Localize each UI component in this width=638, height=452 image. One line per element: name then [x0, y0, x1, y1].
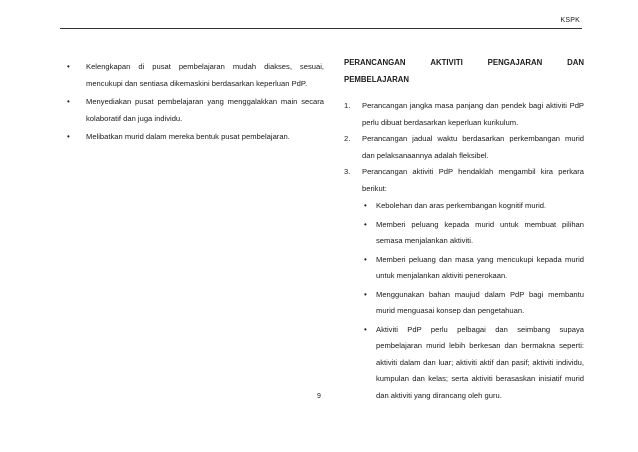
section-title-line1: [344, 54, 584, 71]
list-item-text: Kebolehan dan aras perkembangan kognitif murid.: [376, 201, 547, 210]
list-item: [344, 131, 584, 164]
header-divider: [60, 28, 582, 29]
page-number: 9: [317, 393, 321, 400]
list-item: [362, 217, 584, 250]
list-item-text: Kelengkapan di pusat pembelajaran mudah diakses, sesuai, mencukupi dan sentiasa dikemaskini berdasarkan keperluan PdP.: [86, 62, 324, 88]
list-item: [66, 129, 324, 146]
list-item: [344, 98, 584, 131]
list-item-text: Memberi peluang kepada murid untuk membuat pilihan semasa menjalankan aktiviti.: [376, 219, 584, 245]
item-number: 2.: [344, 134, 351, 143]
list-item-text: Melibatkan murid dalam mereka bentuk pusat pembelajaran.: [86, 132, 290, 141]
list-item-text: Menyediakan pusat pembelajaran yang menggalakkan main secara kolaboratif dan juga individu.: [86, 97, 324, 123]
numbered-list: [344, 98, 584, 404]
bullet-dot-icon: •: [67, 62, 70, 71]
list-item: [362, 252, 584, 285]
title-word: PENGAJARAN: [487, 58, 543, 67]
list-item-text: Perancangan jangka masa panjang dan pendek bagi aktiviti PdP perlu dibuat berdasarkan keperluan kurikulum.: [362, 101, 584, 127]
list-item-text: Perancangan jadual waktu berdasarkan perkembangan murid dan pelaksanaannya adalah fleksibel.: [362, 134, 584, 160]
bullet-dot-icon: •: [364, 254, 367, 264]
right-column: [344, 54, 584, 406]
header-label: KSPK: [560, 17, 580, 24]
list-item: [362, 198, 584, 215]
item-number: 3.: [344, 167, 351, 176]
list-item: [362, 287, 584, 320]
left-bullet-list: [66, 59, 324, 146]
sub-bullet-list: [362, 198, 584, 404]
list-item: [66, 94, 324, 127]
list-item-text: Aktiviti PdP perlu pelbagai dan seimbang supaya pembelajaran murid lebih berkesan dan bermakna seperti: aktiviti dalam dan luar; aktiviti aktif dan pasif; aktiviti individu, kumpulan dan kelas; serta aktiviti berasaskan inisiatif murid dan aktiviti yang dirancang oleh guru.: [376, 324, 584, 400]
title-word: DAN: [567, 58, 584, 67]
bullet-dot-icon: •: [67, 132, 70, 141]
bullet-dot-icon: •: [364, 324, 367, 334]
bullet-dot-icon: •: [364, 201, 367, 210]
item-number: 1.: [344, 101, 351, 110]
list-item-text: Perancangan aktiviti PdP hendaklah mengambil kira perkara berikut:: [362, 167, 584, 193]
list-item-text: Menggunakan bahan maujud dalam PdP bagi membantu murid menguasai konsep dan pengetahuan.: [376, 289, 584, 315]
list-item-text: Memberi peluang dan masa yang mencukupi kepada murid untuk menjalankan aktiviti penerokaan.: [376, 254, 584, 280]
bullet-dot-icon: •: [364, 219, 367, 229]
left-column: [66, 59, 324, 148]
section-title: [344, 54, 584, 88]
title-word: PERANCANGAN: [344, 58, 406, 67]
section-title-line2: PEMBELAJARAN: [344, 75, 409, 84]
list-item: [66, 59, 324, 92]
title-word: AKTIVITI: [430, 58, 463, 67]
bullet-dot-icon: •: [364, 289, 367, 299]
list-item: [344, 164, 584, 404]
bullet-dot-icon: •: [67, 97, 70, 106]
list-item: [362, 322, 584, 405]
